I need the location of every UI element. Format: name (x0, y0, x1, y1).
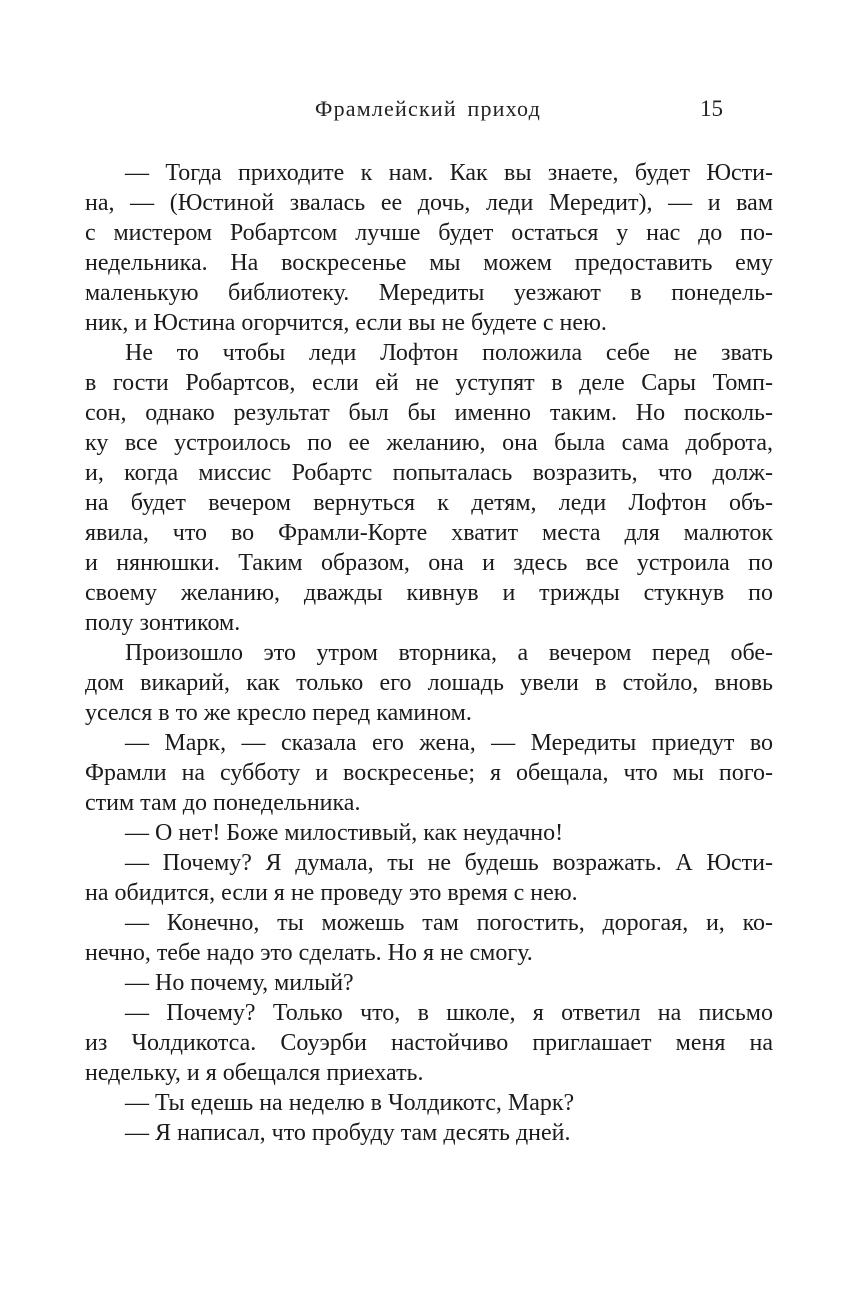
paragraph (85, 638, 773, 728)
text-line: на обидится, если я не проведу это время с нею. (85, 880, 578, 906)
running-title: Фрамлейский приход (315, 96, 541, 121)
paragraph (85, 848, 773, 908)
text-line: сон, однако результат был бы именно таким. Но посколь- (85, 400, 773, 426)
paragraph (85, 968, 773, 998)
text-line: и, когда миссис Робартс попыталась возразить, что долж- (85, 460, 773, 486)
text-line: — Почему? Только что, в школе, я ответил на письмо (125, 1000, 773, 1026)
paragraph (85, 158, 773, 338)
text-line: ник, и Юстина огорчится, если вы не будете с нею. (85, 310, 607, 336)
text-line: на, — (Юстиной звалась ее дочь, леди Мередит), — и вам (85, 190, 773, 216)
text-line: в гости Робартсов, если ей не уступят в деле Сары Томп- (85, 370, 773, 396)
text-line: недельку, и я обещался приехать. (85, 1060, 424, 1086)
paragraph (85, 1088, 773, 1118)
text-line: — Почему? Я думала, ты не будешь возражать. А Юсти- (125, 850, 773, 876)
text-line: Фрамли на субботу и воскресенье; я обещала, что мы пого- (85, 760, 773, 786)
text-line: маленькую библиотеку. Мередиты уезжают в понедель- (85, 280, 773, 306)
text-line: дом викарий, как только его лошадь увели в стойло, вновь (85, 670, 773, 696)
text-line: — Ты едешь на неделю в Чолдикотс, Марк? (125, 1090, 575, 1116)
text-line: Произошло это утром вторника, а вечером перед обе- (125, 640, 773, 666)
text-line: стим там до понедельника. (85, 790, 361, 816)
paragraph (85, 908, 773, 968)
paragraph (85, 1118, 773, 1148)
text-line: — Марк, — сказала его жена, — Мередиты приедут во (125, 730, 773, 756)
text-line: своему желанию, дважды кивнув и трижды стукнув по (85, 580, 773, 606)
paragraph (85, 818, 773, 848)
text-line: из Чолдикотса. Соуэрби настойчиво приглашает меня на (85, 1030, 773, 1056)
text-line: нечно, тебе надо это сделать. Но я не смогу. (85, 940, 533, 966)
paragraph (85, 998, 773, 1088)
text-line: и нянюшки. Таким образом, она и здесь все устроила по (85, 550, 773, 576)
text-line: — Конечно, ты можешь там погостить, дорогая, и, ко- (125, 910, 773, 936)
paragraph (85, 338, 773, 638)
text-line: с мистером Робартсом лучше будет остаться у нас до по- (85, 220, 773, 246)
text-line: полу зонтиком. (85, 610, 241, 636)
running-head (0, 96, 856, 126)
paragraph (85, 728, 773, 818)
text-line: — Я написал, что пробуду там десять дней. (125, 1120, 571, 1146)
text-block (85, 158, 773, 1148)
page-number: 15 (700, 96, 723, 121)
text-line: на будет вечером вернуться к детям, леди Лофтон объ- (85, 490, 773, 516)
text-line: — О нет! Боже милостивый, как неудачно! (125, 820, 564, 846)
text-line: — Но почему, милый? (125, 970, 354, 996)
text-line: Не то чтобы леди Лофтон положила себе не звать (125, 340, 773, 366)
text-line: — Тогда приходите к нам. Как вы знаете, будет Юсти- (125, 160, 773, 186)
text-line: недельника. На воскресенье мы можем предоставить ему (85, 250, 773, 276)
text-line: ку все устроилось по ее желанию, она была сама доброта, (85, 430, 773, 456)
text-line: уселся в то же кресло перед камином. (85, 700, 472, 726)
text-line: явила, что во Фрамли-Корте хватит места для малюток (85, 520, 773, 546)
